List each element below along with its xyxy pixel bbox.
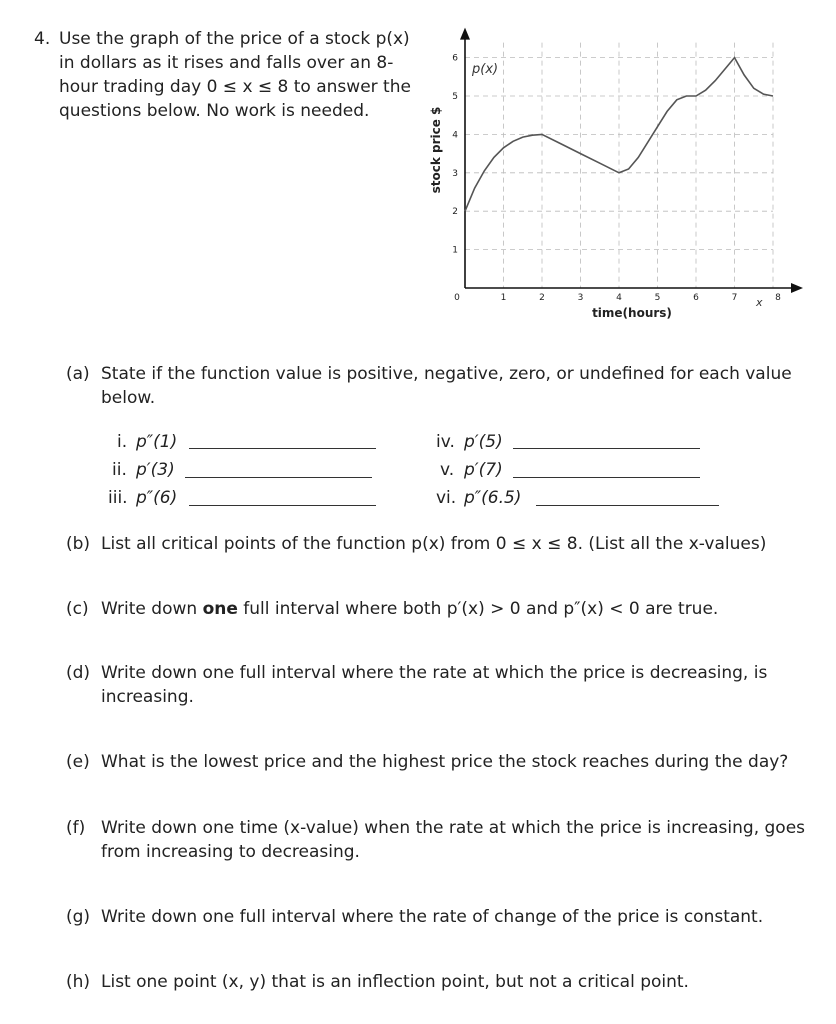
part-c-text-after: full interval where both p′(x) > 0 and p″(x) < 0 are true. <box>243 599 719 619</box>
part-e-text: What is the lowest price and the highest price the stock reaches during the day? <box>101 752 789 772</box>
part-a-label: (a) <box>66 364 90 384</box>
x-tick-label: 4 <box>616 293 622 303</box>
question-number: 4. <box>34 29 51 49</box>
item-expression: p″(1) <box>136 432 178 452</box>
intro-line: Use the graph of the price of a stock p(x) <box>59 29 410 49</box>
roman-numeral: v. <box>440 460 455 480</box>
part-c-text-before: Write down <box>101 599 198 619</box>
answer-blank[interactable] <box>189 448 376 449</box>
roman-numeral: iii. <box>108 488 128 508</box>
item-expression: p″(6.5) <box>464 488 522 508</box>
grid-lines <box>465 43 773 288</box>
part-a-text: below. <box>101 388 156 408</box>
y-tick-label: 1 <box>452 245 458 256</box>
part-c-label: (c) <box>66 599 89 619</box>
part-d-text: increasing. <box>101 687 194 707</box>
x-tick-label: 3 <box>577 293 584 303</box>
y-tick-label: 3 <box>452 168 458 179</box>
part-e-label: (e) <box>66 752 90 772</box>
axes <box>460 28 803 293</box>
part-a-text: State if the function value is positive, negative, zero, or undefined for each value <box>101 364 792 384</box>
part-g-text: Write down one full interval where the rate of change of the price is constant. <box>101 907 764 927</box>
curve-label: p(x) <box>472 62 499 77</box>
y-tick-label: 6 <box>452 53 458 64</box>
x-tick-label: 7 <box>731 293 738 303</box>
part-d-label: (d) <box>66 663 91 683</box>
x-tick-label: 8 <box>775 293 781 303</box>
answer-blank[interactable] <box>513 448 700 449</box>
y-axis-arrow <box>460 28 470 40</box>
y-tick-label: 5 <box>452 92 458 102</box>
part-h-label: (h) <box>66 972 91 992</box>
roman-numeral: iv. <box>436 432 455 452</box>
y-tick-label: 4 <box>452 130 458 141</box>
item-expression: p′(3) <box>136 460 175 480</box>
tick-labels <box>452 54 781 303</box>
x-tick-label: 6 <box>693 293 699 303</box>
roman-numeral: vi. <box>436 488 457 508</box>
y-axis-label: stock price $ <box>429 106 443 194</box>
part-h-text: List one point (x, y) that is an inflection point, but not a critical point. <box>101 972 689 992</box>
part-c-text <box>101 597 718 621</box>
stock-price-graph <box>420 15 820 330</box>
item-expression: p″(6) <box>136 488 178 508</box>
part-b-label: (b) <box>66 534 91 554</box>
item-expression: p′(7) <box>464 460 503 480</box>
intro-line: in dollars as it rises and falls over an 8- <box>59 53 394 73</box>
x-axis-arrow <box>791 283 803 293</box>
y-tick-label: 2 <box>452 207 458 218</box>
part-c-bold: one <box>202 599 238 619</box>
answer-blank[interactable] <box>536 505 719 506</box>
origin-label: 0 <box>454 293 460 303</box>
part-g-label: (g) <box>66 907 91 927</box>
part-d-text: Write down one full interval where the rate at which the price is decreasing, is <box>101 663 768 683</box>
answer-blank[interactable] <box>513 477 700 478</box>
answer-blank[interactable] <box>185 477 372 478</box>
roman-numeral: i. <box>117 432 128 452</box>
intro-line: hour trading day 0 ≤ x ≤ 8 to answer the <box>59 77 411 97</box>
part-f-text: Write down one time (x-value) when the rate at which the price is increasing, goes <box>101 818 806 838</box>
x-tick-label: 5 <box>654 293 661 303</box>
x-axis-end-label: x <box>756 296 763 309</box>
x-axis-label: time(hours) <box>592 306 672 320</box>
answer-blank[interactable] <box>189 505 376 506</box>
intro-line: questions below. No work is needed. <box>59 101 370 121</box>
x-tick-label: 1 <box>500 293 507 303</box>
part-f-text: from increasing to decreasing. <box>101 842 360 862</box>
x-tick-label: 2 <box>539 293 545 303</box>
item-expression: p′(5) <box>464 432 503 452</box>
part-f-label: (f) <box>66 818 86 838</box>
roman-numeral: ii. <box>112 460 127 480</box>
part-b-text: List all critical points of the function p(x) from 0 ≤ x ≤ 8. (List all the x-values) <box>101 534 767 554</box>
